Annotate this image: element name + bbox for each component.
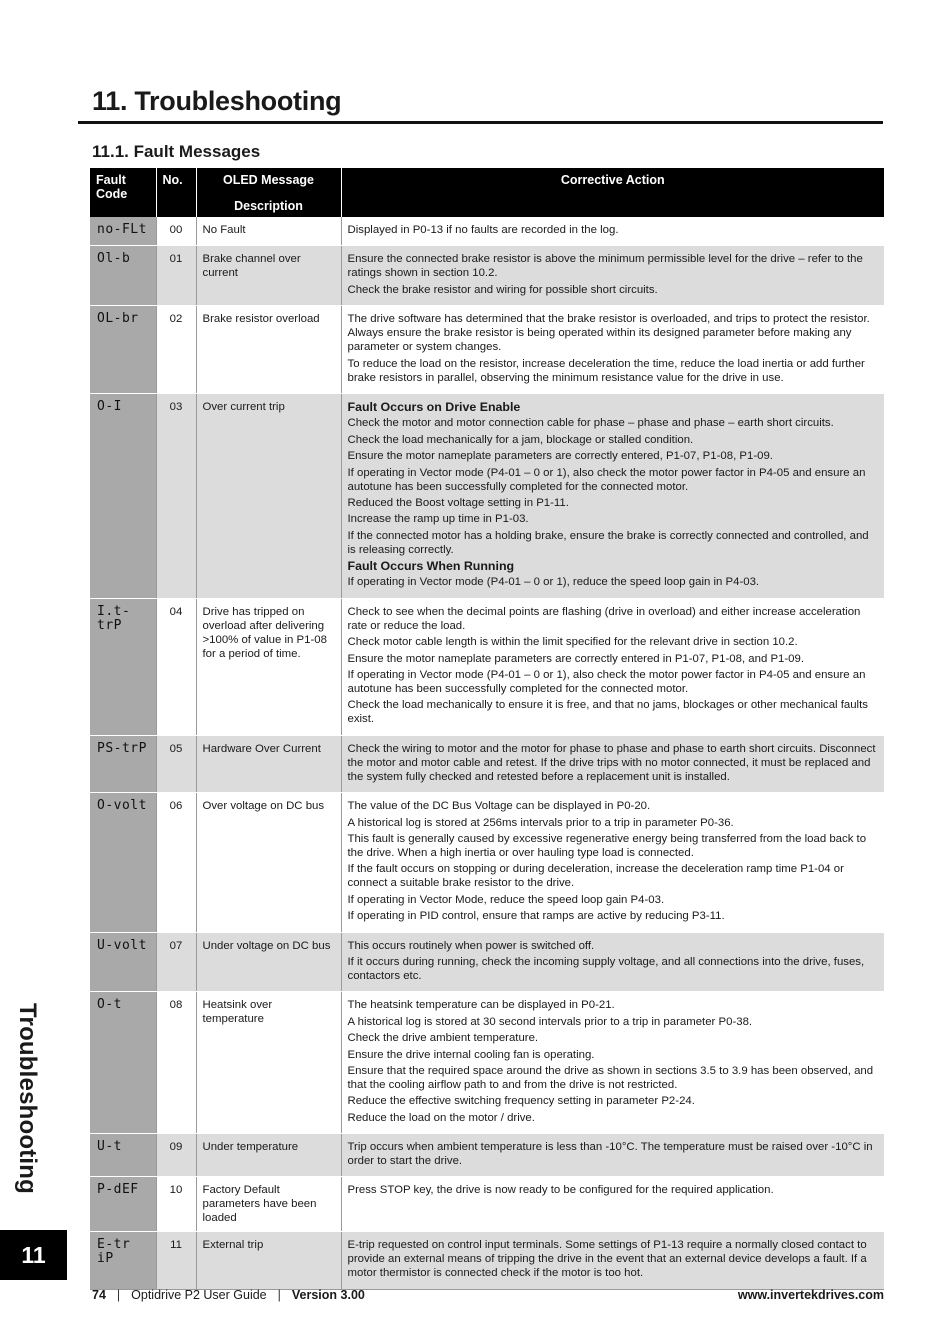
- action-line: Check the load mechanically to ensure it is free, and that no jams, blockages or other mechanical faults exist.: [347, 699, 868, 726]
- guide-name: Optidrive P2 User Guide: [131, 1288, 267, 1302]
- fault-rows: [90, 217, 884, 1289]
- action-line: If operating in PID control, ensure that ramps are active by reducing P3-11.: [347, 910, 725, 923]
- page-footer: [92, 1286, 884, 1304]
- action-line: If the connected motor has a holding brake, ensure the brake is correctly connected and controlled, and is releasing correctly.: [347, 529, 869, 556]
- fault-code: PS-trP: [90, 735, 156, 792]
- corrective-action: [341, 1177, 884, 1232]
- action-line: Ensure that the required space around the drive as shown in sections 3.5 to 3.9 has been observed, and that the cooling airflow path to and from the drive is not restricted.: [347, 1064, 874, 1091]
- fault-code: no-FLt: [90, 217, 156, 246]
- corrective-action: [341, 793, 884, 932]
- table-row: [90, 1177, 884, 1232]
- corrective-action: [341, 217, 884, 246]
- fault-description: Brake channel over current: [196, 246, 341, 306]
- fault-number: 11: [156, 1232, 196, 1289]
- action-line: The value of the DC Bus Voltage can be displayed in P0-20.: [347, 800, 651, 813]
- fault-code: O-t: [90, 992, 156, 1134]
- corrective-action: [341, 932, 884, 992]
- action-line: If operating in Vector mode (P4-01 – 0 or 1), also check the motor power factor in P4-05 and ensure an autotune has been successfully completed for the connected motor.: [347, 669, 866, 696]
- action-line: Reduced the Boost voltage setting in P1-11.: [347, 496, 569, 509]
- action-line: The drive software has determined that the brake resistor is overloaded, and trips to protect the resistor. Always ensure the brake resistor is being operated within its designed parameter before making any parameter or system changes.: [347, 313, 870, 354]
- action-line: The heatsink temperature can be displayed in P0-21.: [347, 999, 615, 1012]
- action-line: Displayed in P0-13 if no faults are recorded in the log.: [347, 224, 619, 236]
- fault-number: 03: [156, 393, 196, 598]
- table-row: [90, 1134, 884, 1177]
- fault-description: Under voltage on DC bus: [196, 932, 341, 992]
- table-row: [90, 793, 884, 932]
- fault-description: No Fault: [196, 217, 341, 246]
- header-oled-message-title: OLED Message: [222, 173, 314, 187]
- fault-description: Over current trip: [196, 393, 341, 598]
- table-row: [90, 306, 884, 394]
- corrective-action: [341, 598, 884, 735]
- fault-description: External trip: [196, 1232, 341, 1289]
- header-corrective-action: Corrective Action: [341, 168, 884, 217]
- action-line: Increase the ramp up time in P1-03.: [347, 513, 529, 526]
- fault-number: 07: [156, 932, 196, 992]
- table-row: [90, 932, 884, 992]
- action-line: Trip occurs when ambient temperature is less than -10°C. The temperature must be raised over -10°C in order to start the drive.: [347, 1141, 873, 1168]
- fault-messages-table: [90, 168, 884, 1290]
- corrective-action: [341, 306, 884, 394]
- fault-number: 04: [156, 598, 196, 735]
- action-line: If the fault occurs on stopping or during deceleration, increase the deceleration ramp time P1-04 or connect a suitable brake resistor to the drive.: [347, 863, 844, 890]
- fault-number: 05: [156, 735, 196, 792]
- action-line: Check the drive ambient temperature.: [347, 1032, 539, 1045]
- fault-description: Brake resistor overload: [196, 306, 341, 394]
- fault-description: Hardware Over Current: [196, 735, 341, 792]
- action-line: If it occurs during running, check the incoming supply voltage, and all connections into the drive, fuses, contactors etc.: [347, 955, 865, 982]
- action-line: Reduce the load on the motor / drive.: [347, 1111, 535, 1124]
- fault-number: 00: [156, 217, 196, 246]
- fault-description: Factory Default parameters have been loaded: [196, 1177, 341, 1232]
- header-description: Description: [234, 199, 303, 213]
- action-line: This fault is generally caused by excessive regenerative energy being transferred from the load back to the drive. When a high inertia or over hauling type load is connected.: [347, 832, 867, 859]
- footer-separator: |: [277, 1288, 281, 1302]
- action-line: Ensure the drive internal cooling fan is operating.: [347, 1048, 595, 1061]
- action-subheading: Fault Occurs on Drive Enable: [347, 399, 521, 414]
- fault-number: 09: [156, 1134, 196, 1177]
- side-chapter-label: Troubleshooting: [14, 1003, 41, 1194]
- header-fault-code: Fault Code: [90, 168, 156, 217]
- version-label: Version 3.00: [291, 1288, 365, 1302]
- action-line: Check the motor and motor connection cable for phase – phase and phase – earth short circuits.: [347, 417, 834, 430]
- table-row: [90, 1232, 884, 1289]
- fault-code: E-tr iP: [90, 1232, 156, 1289]
- action-line: Check to see when the decimal points are flashing (drive in overload) and either increase acceleration rate or reduce the load.: [347, 605, 861, 632]
- action-line: If operating in Vector mode (P4-01 – 0 or 1), also check the motor power factor in P4-05 and ensure an autotune has been successfully completed for the connected motor.: [347, 466, 866, 493]
- fault-code: OL-br: [90, 306, 156, 394]
- table-row: [90, 393, 884, 598]
- header-number: No.: [156, 168, 196, 217]
- corrective-action: [341, 393, 884, 598]
- action-line: E-trip requested on control input terminals. Some settings of P1-13 require a normally closed contact to provide an external means of tripping the drive in the event that an external device develops a fault. If a motor thermistor is connected check if the motor is too hot.: [347, 1239, 867, 1280]
- action-line: A historical log is stored at 30 second intervals prior to a trip in parameter P0-38.: [347, 1015, 753, 1028]
- fault-code: Ol-b: [90, 246, 156, 306]
- fault-number: 01: [156, 246, 196, 306]
- fault-description: Drive has tripped on overload after delivering >100% of value in P1-08 for a period of time.: [196, 598, 341, 735]
- action-line: A historical log is stored at 256ms intervals prior to a trip in parameter P0-36.: [347, 816, 734, 829]
- fault-code: I.t-trP: [90, 598, 156, 735]
- action-line: To reduce the load on the resistor, increase deceleration the time, reduce the load inertia or add further brake resistors in parallel, observing the minimum resistance value for the drive in use.: [347, 357, 865, 384]
- action-line: Ensure the connected brake resistor is above the minimum permissible level for the drive – refer to the ratings shown in section 10.2.: [347, 253, 863, 280]
- fault-number: 08: [156, 992, 196, 1134]
- header-oled-message: [196, 168, 341, 217]
- fault-number: 02: [156, 306, 196, 394]
- fault-number: 10: [156, 1177, 196, 1232]
- action-line: If operating in Vector mode (P4-01 – 0 or 1), reduce the speed loop gain in P4-03.: [347, 576, 760, 589]
- action-line: Ensure the motor nameplate parameters are correctly entered in P1-07, P1-08, and P1-09.: [347, 652, 805, 665]
- fault-code: P-dEF: [90, 1177, 156, 1232]
- table-row: [90, 246, 884, 306]
- action-line: If operating in Vector Mode, reduce the speed loop gain P4-03.: [347, 893, 665, 906]
- fault-description: Over voltage on DC bus: [196, 793, 341, 932]
- action-line: Check the brake resistor and wiring for possible short circuits.: [347, 283, 658, 296]
- fault-description: Heatsink over temperature: [196, 992, 341, 1134]
- table-header-row: [90, 168, 884, 217]
- title-rule: [78, 121, 883, 124]
- corrective-action: [341, 735, 884, 792]
- action-subheading: Fault Occurs When Running: [347, 559, 515, 574]
- chapter-tab: 11: [0, 1230, 67, 1280]
- table-row: [90, 735, 884, 792]
- action-line: Check the load mechanically for a jam, blockage or stalled condition.: [347, 433, 694, 446]
- action-line: Press STOP key, the drive is now ready to be configured for the required application.: [347, 1184, 774, 1197]
- table-row: [90, 598, 884, 735]
- fault-code: O-I: [90, 393, 156, 598]
- footer-separator: |: [116, 1288, 121, 1302]
- table-row: [90, 217, 884, 246]
- corrective-action: [341, 1232, 884, 1289]
- fault-code: O-volt: [90, 793, 156, 932]
- corrective-action: [341, 246, 884, 306]
- table-row: [90, 992, 884, 1134]
- action-line: Reduce the effective switching frequency setting in parameter P2-24.: [347, 1095, 695, 1108]
- chapter-title: 11. Troubleshooting: [92, 86, 342, 116]
- action-line: Ensure the motor nameplate parameters are correctly entered, P1-07, P1-08, P1-09.: [347, 450, 773, 463]
- corrective-action: [341, 992, 884, 1134]
- website-url: www.invertekdrives.com: [737, 1288, 884, 1302]
- section-title: 11.1. Fault Messages: [92, 142, 261, 161]
- action-line: This occurs routinely when power is switched off.: [347, 939, 595, 952]
- fault-code: U-volt: [90, 932, 156, 992]
- action-line: Check the wiring to motor and the motor for phase to phase and phase to earth short circuits. Disconnect the motor and motor cable and retest. If the drive trips with no motor connected, it must be replaced and the system fully checked and retested before a replacement unit is installed.: [347, 742, 876, 783]
- corrective-action: [341, 1134, 884, 1177]
- action-line: Check motor cable length is within the limit specified for the relevant drive in section 10.2.: [347, 636, 798, 649]
- page-number: 74: [92, 1288, 106, 1302]
- fault-description: Under temperature: [196, 1134, 341, 1177]
- fault-code: U-t: [90, 1134, 156, 1177]
- fault-number: 06: [156, 793, 196, 932]
